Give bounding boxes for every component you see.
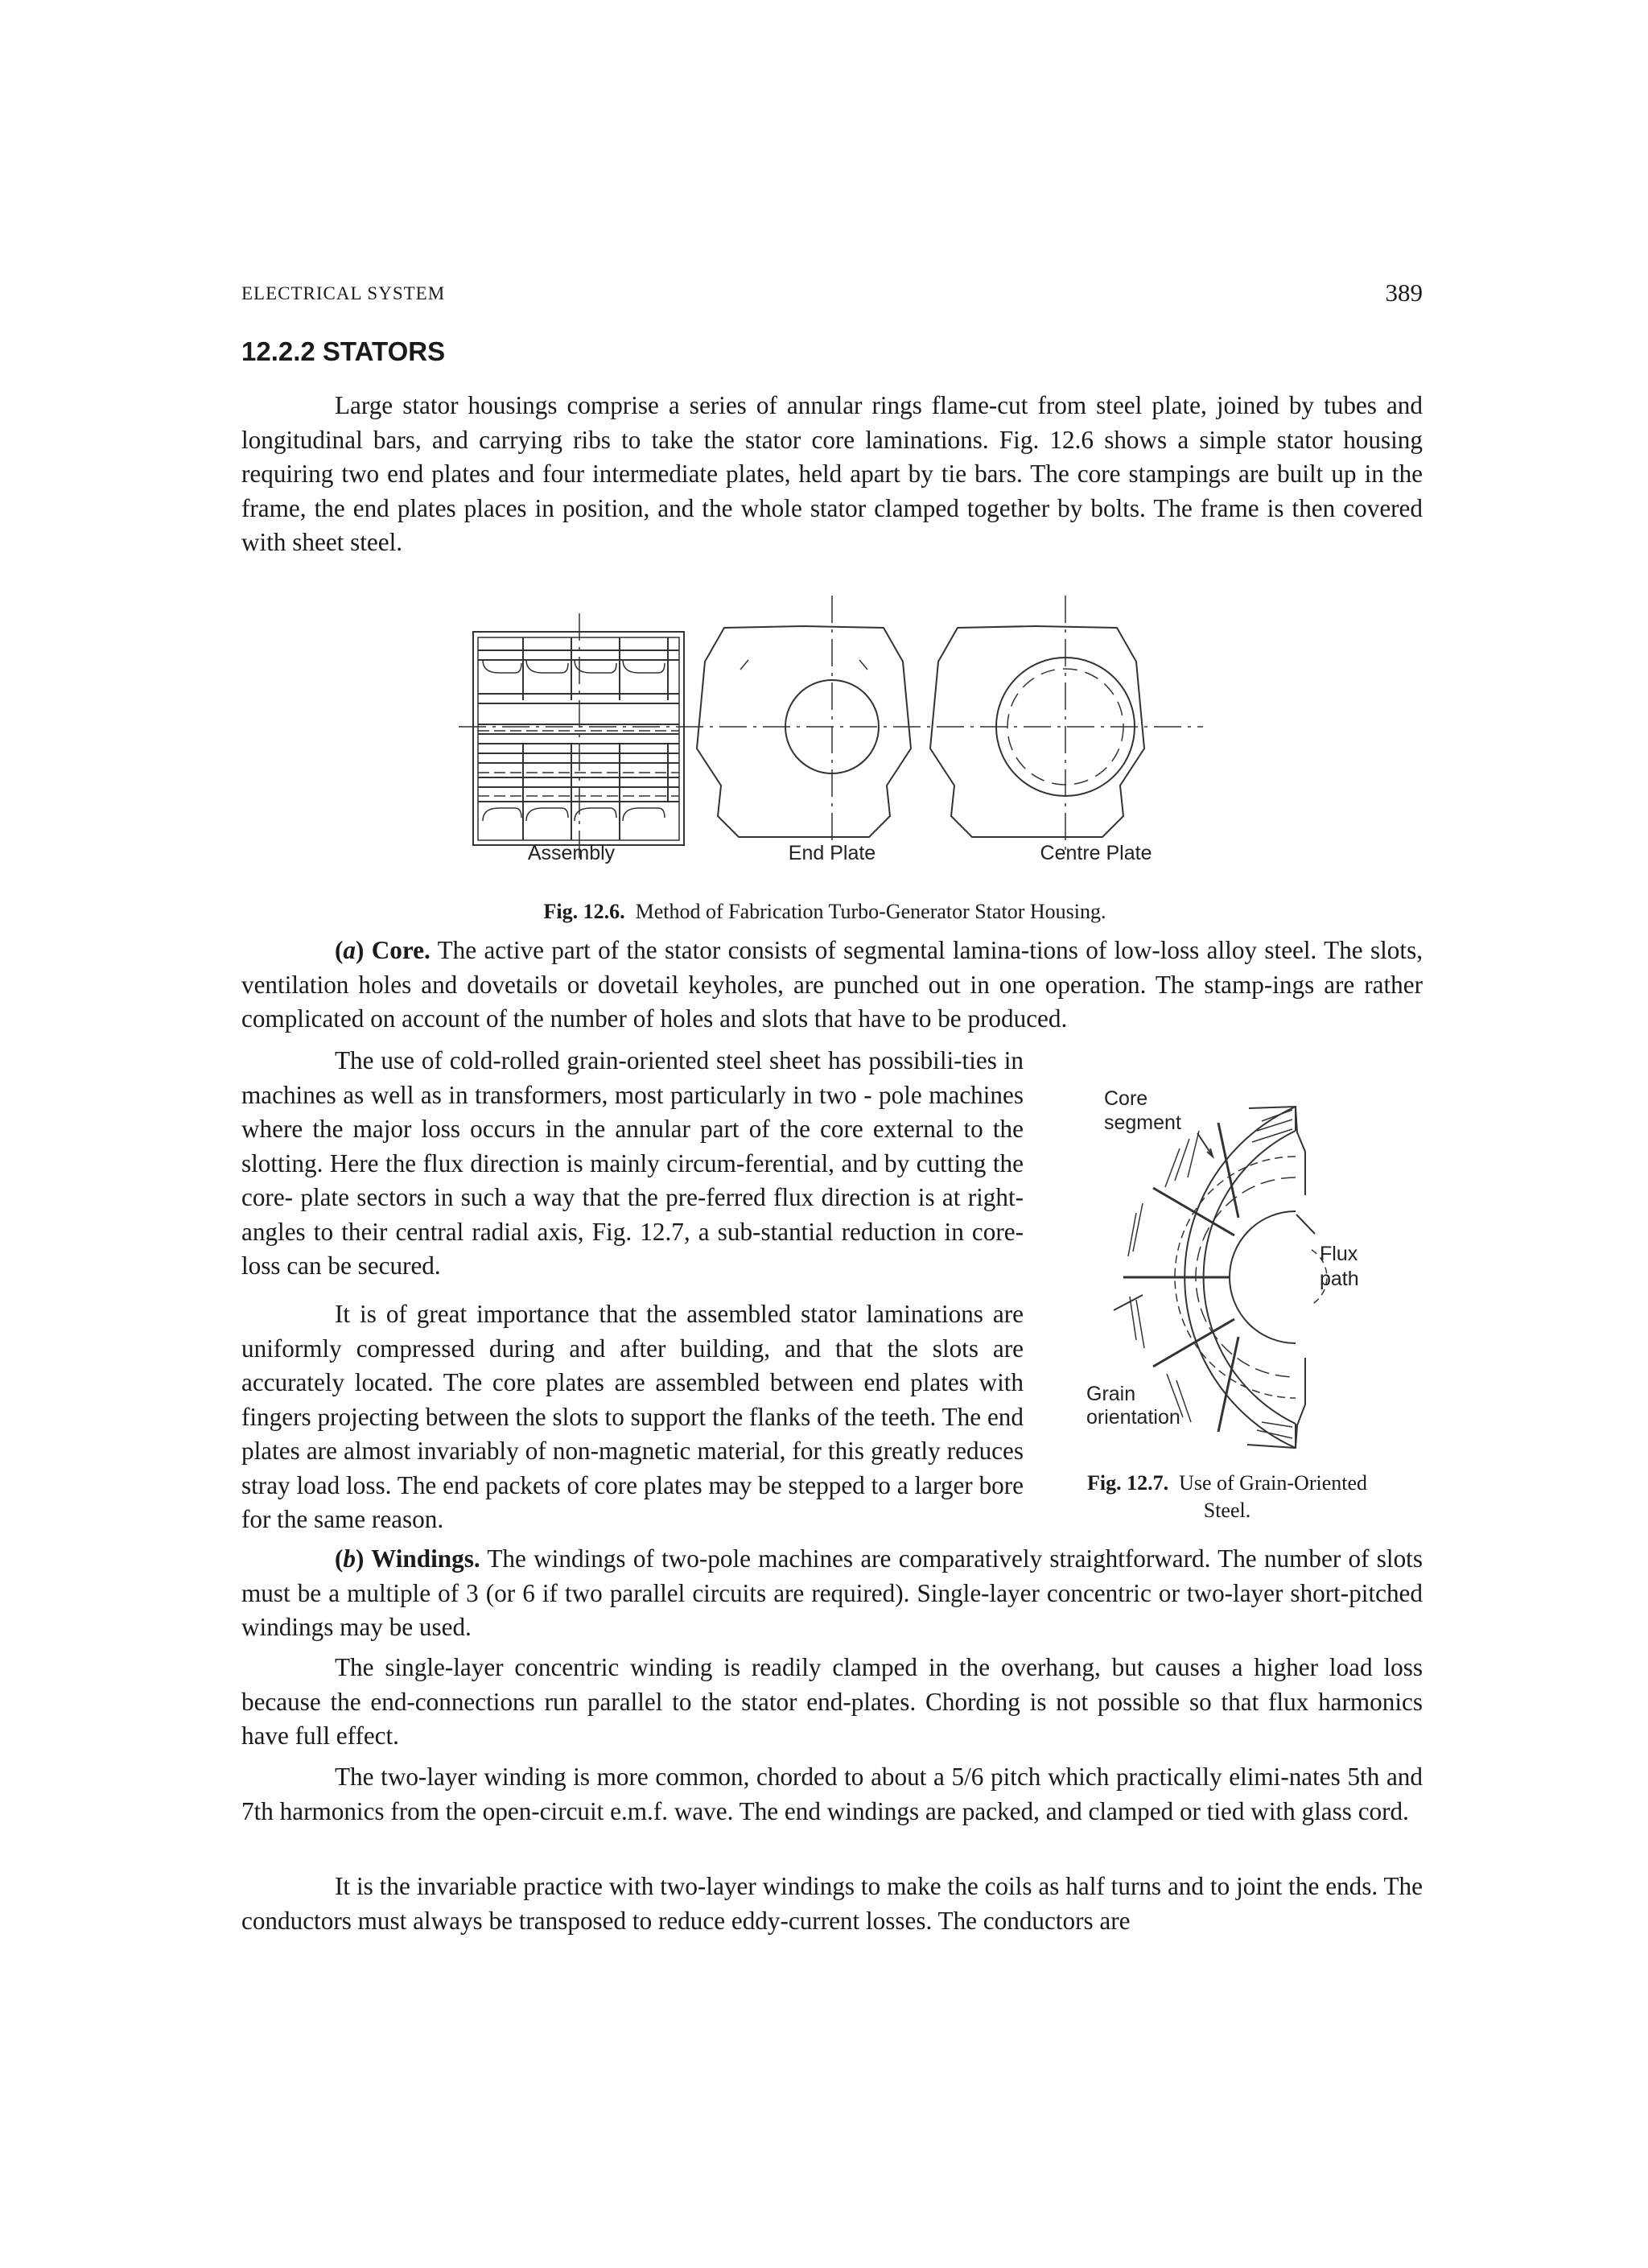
- figure-12-7-caption-text-2: Steel.: [1203, 1499, 1251, 1522]
- core-heading: (a) Core.: [335, 936, 431, 964]
- paragraph-single-layer: The single-layer concentric winding is readily clamped in the overhang, but causes a higher load loss because the end-connections run parallel to the stator end-plates. Chording is not possible so that flux harmonics have full effect.: [241, 1653, 1423, 1750]
- centre-plate-drawing: [930, 626, 1144, 837]
- label-flux: Flux: [1320, 1243, 1358, 1265]
- end-plate-drawing: [697, 626, 911, 837]
- figure-12-6-caption: [322, 898, 1328, 926]
- paragraph-core: [241, 934, 1423, 1037]
- core-heading-text: Core.: [371, 936, 431, 964]
- label-core: Core: [1104, 1087, 1148, 1110]
- paragraph-windings: [241, 1542, 1423, 1645]
- figure-12-6-caption-text: Method of Fabrication Turbo-Generator Stator Housing.: [635, 900, 1106, 923]
- section-title: 12.2.2 STATORS: [241, 336, 446, 366]
- label-centre-plate: Centre Plate: [1040, 842, 1152, 864]
- label-grain: Grain: [1086, 1383, 1136, 1405]
- paragraph-intro: Large stator housings comprise a series of annular rings flame-cut from steel plate, joined by tubes and longitudinal bars, and carrying ribs to take the stator core laminations. Fig. 12.6 shows a simple stator housing requiring two end plates and four intermediate plates, held apart by tie bars. The core stampings are built up in the frame, the end plates places in position, and the whole stator clamped together by bolts. The frame is then covered with sheet steel.: [241, 391, 1423, 556]
- label-path: path: [1320, 1268, 1359, 1290]
- page-header: [241, 278, 1423, 311]
- core-label: a: [343, 936, 356, 964]
- figure-12-7-caption-text: Use of Grain-Oriented: [1179, 1471, 1368, 1495]
- paragraph-grain-oriented: The use of cold-rolled grain-oriented steel sheet has possibili-ties in machines as well as in transformers, most particularly in two - pole machines where the major loss occurs in the annular part of the core external to the slotting. Here the flux direction is mainly circum-ferential, and by cutting the core- plate sectors in such a way that the pre-ferred flux direction is at right-angles to their central radial axis, Fig. 12.7, a sub-stantial reduction in core-loss can be secured.: [241, 1046, 1024, 1280]
- paragraph-compression: It is of great importance that the assembled stator laminations are uniformly compressed during and after building, and that the slots are accurately located. The core plates are assembled between end plates with fingers projecting between the slots to support the flanks of the teeth. The end plates are almost invariably of non-magnetic material, for this greatly reduces stray load loss. The end packets of core plates may be stepped to a larger bore for the same reason.: [241, 1300, 1024, 1533]
- core-segment-drawing: [1123, 1107, 1327, 1448]
- windings-label: b: [343, 1544, 356, 1573]
- paragraph-two-layer: The two-layer winding is more common, chorded to about a 5/6 pitch which practically elimi-nates 5th and 7th harmonics from the open-circuit e.m.f. wave. The end windings are packed, and clamped or tied with glass cord.: [241, 1763, 1423, 1825]
- assembly-drawing: [473, 632, 684, 845]
- label-end-plate: End Plate: [788, 842, 876, 864]
- core-text: The active part of the stator consists of segmental lamina-tions of low-loss alloy steel. The slots, ventilation holes and dovetails or dovetail keyholes, are punched out in one operation. The stamp-ings are rather complicated on account of the number of holes and slots that have to be produced.: [241, 936, 1423, 1033]
- paragraph-practice: It is the invariable practice with two-layer windings to make the coils as half turns and to joint the ends. The conductors must always be transposed to reduce eddy-current losses. The conductors are: [241, 1872, 1423, 1935]
- label-orientation: orientation: [1086, 1406, 1180, 1429]
- figure-12-7: [1046, 1074, 1416, 1461]
- label-segment: segment: [1104, 1111, 1181, 1134]
- figure-12-7-caption-number: Fig. 12.7.: [1086, 1471, 1169, 1495]
- running-head: ELECTRICAL SYSTEM: [241, 283, 446, 303]
- figure-12-7-caption: [1034, 1470, 1420, 1524]
- page-number: 389: [1385, 278, 1423, 307]
- windings-heading-text: Windings.: [371, 1544, 480, 1573]
- label-assembly: Assembly: [527, 842, 616, 864]
- windings-heading: (b) Windings.: [335, 1544, 480, 1573]
- figure-12-6: [459, 596, 1215, 869]
- windings-text: The windings of two-pole machines are comparatively straightforward. The number of slots must be a multiple of 3 (or 6 if two parallel circuits are required). Single-layer concentric or two-layer short-pitched windings may be used.: [241, 1544, 1423, 1641]
- figure-12-6-caption-number: Fig. 12.6.: [543, 900, 625, 923]
